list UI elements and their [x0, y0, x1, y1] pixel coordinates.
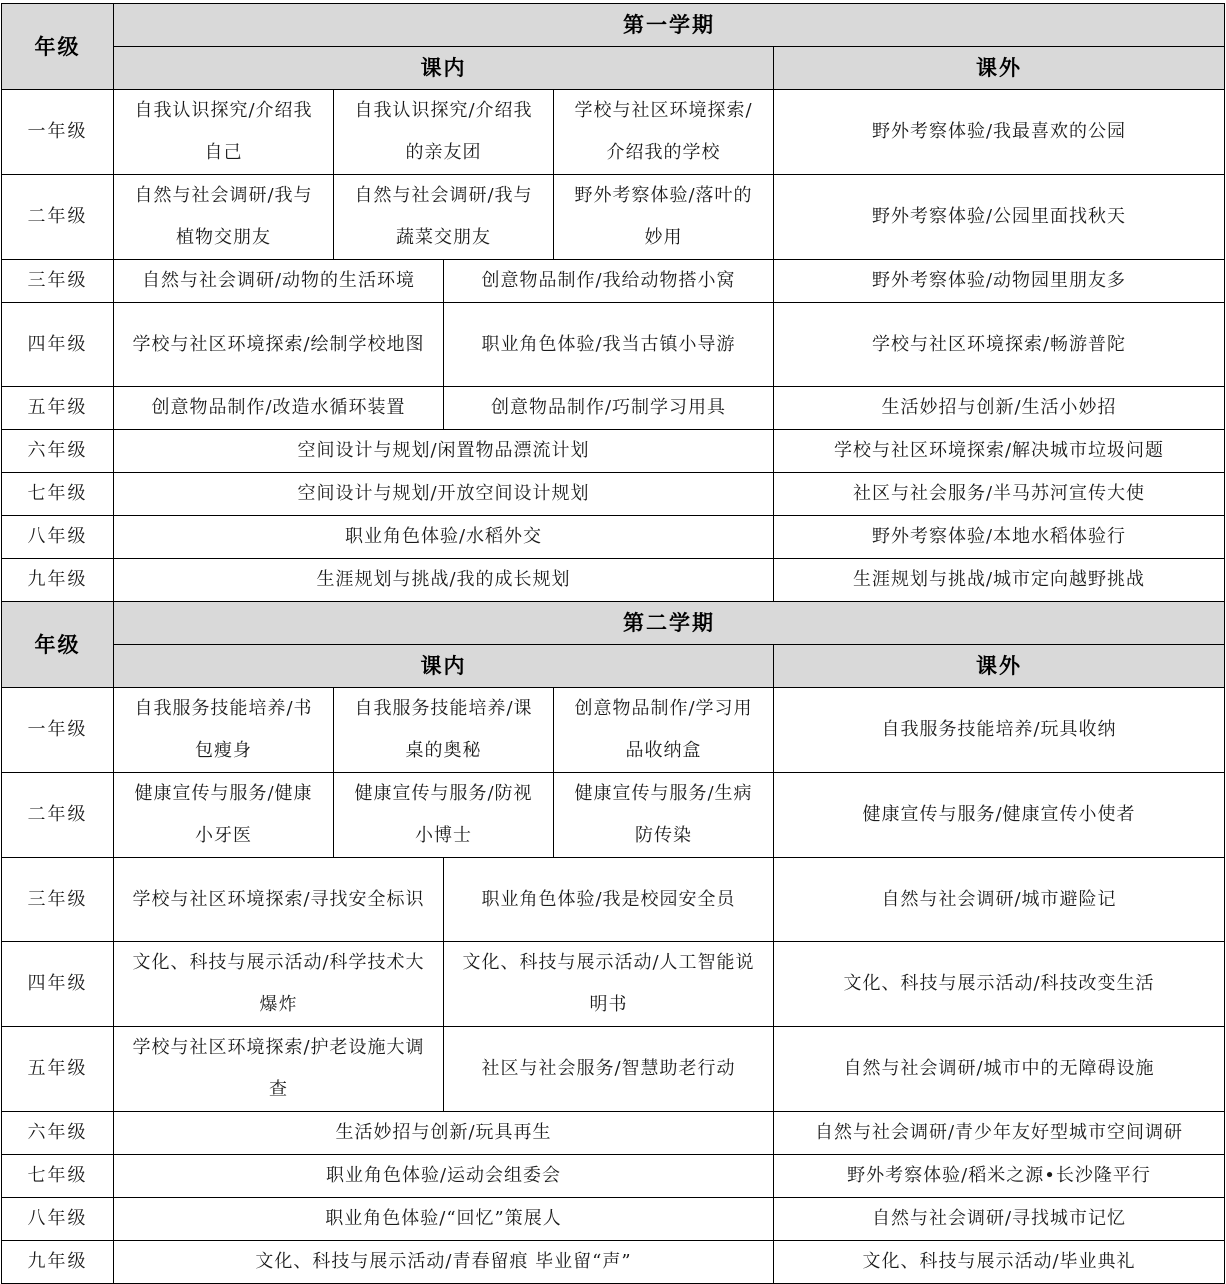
outside-activity-cell: 文化、科技与展示活动/科技改变生活 [774, 942, 1225, 1027]
outside-activity-cell: 野外考察体验/稻米之源•长沙隆平行 [774, 1155, 1225, 1198]
inside-activity-cell: 文化、科技与展示活动/青春留痕 毕业留“声” [114, 1241, 774, 1284]
inside-activity-cell: 职业角色体验/我是校园安全员 [444, 858, 774, 942]
grade-cell: 三年级 [2, 858, 114, 942]
grade-cell: 一年级 [2, 688, 114, 773]
table-row [2, 1112, 1225, 1155]
inside-activity-cell: 学校与社区环境探索/寻找安全标识 [114, 858, 444, 942]
grade-cell: 七年级 [2, 1155, 114, 1198]
inside-activity-cell: 学校与社区环境探索/绘制学校地图 [114, 303, 444, 387]
table-row [2, 858, 1225, 942]
semester-2-subheader-row [2, 645, 1225, 688]
inside-activity-cell: 自我认识探究/介绍我自己 [114, 90, 334, 175]
inside-activity-cell: 空间设计与规划/开放空间设计规划 [114, 473, 774, 516]
semester-1-header-row [2, 4, 1225, 47]
inside-activity-cell: 生涯规划与挑战/我的成长规划 [114, 559, 774, 602]
curriculum-table-container [1, 3, 1224, 1284]
inside-activity-cell: 职业角色体验/我当古镇小导游 [444, 303, 774, 387]
table-row [2, 559, 1225, 602]
inside-activity-cell: 生活妙招与创新/玩具再生 [114, 1112, 774, 1155]
inside-activity-cell: 学校与社区环境探索/介绍我的学校 [554, 90, 774, 175]
outside-activity-cell: 学校与社区环境探索/畅游普陀 [774, 303, 1225, 387]
grade-cell: 九年级 [2, 559, 114, 602]
grade-column-header: 年级 [2, 4, 114, 90]
outside-activity-cell: 自然与社会调研/青少年友好型城市空间调研 [774, 1112, 1225, 1155]
grade-cell: 八年级 [2, 516, 114, 559]
table-row [2, 473, 1225, 516]
inside-activity-cell: 创意物品制作/巧制学习用具 [444, 387, 774, 430]
table-row [2, 688, 1225, 773]
grade-cell: 八年级 [2, 1198, 114, 1241]
inside-activity-cell: 自然与社会调研/我与植物交朋友 [114, 175, 334, 260]
inside-activity-cell: 自然与社会调研/我与蔬菜交朋友 [334, 175, 554, 260]
inside-activity-cell: 野外考察体验/落叶的妙用 [554, 175, 774, 260]
grade-cell: 五年级 [2, 1027, 114, 1112]
curriculum-table [1, 3, 1225, 1284]
inside-class-header: 课内 [114, 645, 774, 688]
table-row [2, 942, 1225, 1027]
table-row [2, 1241, 1225, 1284]
grade-cell: 三年级 [2, 260, 114, 303]
outside-activity-cell: 野外考察体验/我最喜欢的公园 [774, 90, 1225, 175]
table-row [2, 387, 1225, 430]
table-row [2, 773, 1225, 858]
inside-activity-cell: 健康宣传与服务/健康小牙医 [114, 773, 334, 858]
grade-cell: 二年级 [2, 773, 114, 858]
inside-activity-cell: 自我服务技能培养/课桌的奥秘 [334, 688, 554, 773]
inside-activity-cell: 社区与社会服务/智慧助老行动 [444, 1027, 774, 1112]
grade-cell: 五年级 [2, 387, 114, 430]
outside-activity-cell: 自然与社会调研/寻找城市记忆 [774, 1198, 1225, 1241]
grade-cell: 一年级 [2, 90, 114, 175]
inside-activity-cell: 健康宣传与服务/生病防传染 [554, 773, 774, 858]
table-row [2, 1027, 1225, 1112]
grade-cell: 四年级 [2, 942, 114, 1027]
inside-activity-cell: 职业角色体验/运动会组委会 [114, 1155, 774, 1198]
inside-activity-cell: 文化、科技与展示活动/人工智能说明书 [444, 942, 774, 1027]
inside-activity-cell: 文化、科技与展示活动/科学技术大爆炸 [114, 942, 444, 1027]
inside-activity-cell: 空间设计与规划/闲置物品漂流计划 [114, 430, 774, 473]
table-row [2, 430, 1225, 473]
semester-2-header-row [2, 602, 1225, 645]
grade-cell: 七年级 [2, 473, 114, 516]
table-row [2, 260, 1225, 303]
inside-activity-cell: 自然与社会调研/动物的生活环境 [114, 260, 444, 303]
outside-activity-cell: 自然与社会调研/城市避险记 [774, 858, 1225, 942]
semester-1-subheader-row [2, 47, 1225, 90]
table-row [2, 1198, 1225, 1241]
outside-activity-cell: 野外考察体验/本地水稻体验行 [774, 516, 1225, 559]
outside-activity-cell: 生活妙招与创新/生活小妙招 [774, 387, 1225, 430]
table-row [2, 1155, 1225, 1198]
grade-column-header: 年级 [2, 602, 114, 688]
grade-cell: 九年级 [2, 1241, 114, 1284]
inside-activity-cell: 创意物品制作/我给动物搭小窝 [444, 260, 774, 303]
inside-activity-cell: 职业角色体验/水稻外交 [114, 516, 774, 559]
table-row [2, 516, 1225, 559]
inside-activity-cell: 健康宣传与服务/防视小博士 [334, 773, 554, 858]
outside-class-header: 课外 [774, 645, 1225, 688]
outside-activity-cell: 学校与社区环境探索/解决城市垃圾问题 [774, 430, 1225, 473]
inside-class-header: 课内 [114, 47, 774, 90]
outside-class-header: 课外 [774, 47, 1225, 90]
table-row [2, 90, 1225, 175]
semester-title: 第一学期 [114, 4, 1225, 47]
table-row [2, 303, 1225, 387]
inside-activity-cell: 创意物品制作/学习用品收纳盒 [554, 688, 774, 773]
grade-cell: 六年级 [2, 1112, 114, 1155]
inside-activity-cell: 学校与社区环境探索/护老设施大调查 [114, 1027, 444, 1112]
outside-activity-cell: 生涯规划与挑战/城市定向越野挑战 [774, 559, 1225, 602]
outside-activity-cell: 自然与社会调研/城市中的无障碍设施 [774, 1027, 1225, 1112]
table-row [2, 175, 1225, 260]
outside-activity-cell: 自我服务技能培养/玩具收纳 [774, 688, 1225, 773]
inside-activity-cell: 创意物品制作/改造水循环装置 [114, 387, 444, 430]
inside-activity-cell: 自我服务技能培养/书包瘦身 [114, 688, 334, 773]
grade-cell: 二年级 [2, 175, 114, 260]
grade-cell: 六年级 [2, 430, 114, 473]
outside-activity-cell: 健康宣传与服务/健康宣传小使者 [774, 773, 1225, 858]
grade-cell: 四年级 [2, 303, 114, 387]
semester-title: 第二学期 [114, 602, 1225, 645]
inside-activity-cell: 职业角色体验/“回忆”策展人 [114, 1198, 774, 1241]
outside-activity-cell: 社区与社会服务/半马苏河宣传大使 [774, 473, 1225, 516]
inside-activity-cell: 自我认识探究/介绍我的亲友团 [334, 90, 554, 175]
outside-activity-cell: 野外考察体验/动物园里朋友多 [774, 260, 1225, 303]
outside-activity-cell: 野外考察体验/公园里面找秋天 [774, 175, 1225, 260]
outside-activity-cell: 文化、科技与展示活动/毕业典礼 [774, 1241, 1225, 1284]
